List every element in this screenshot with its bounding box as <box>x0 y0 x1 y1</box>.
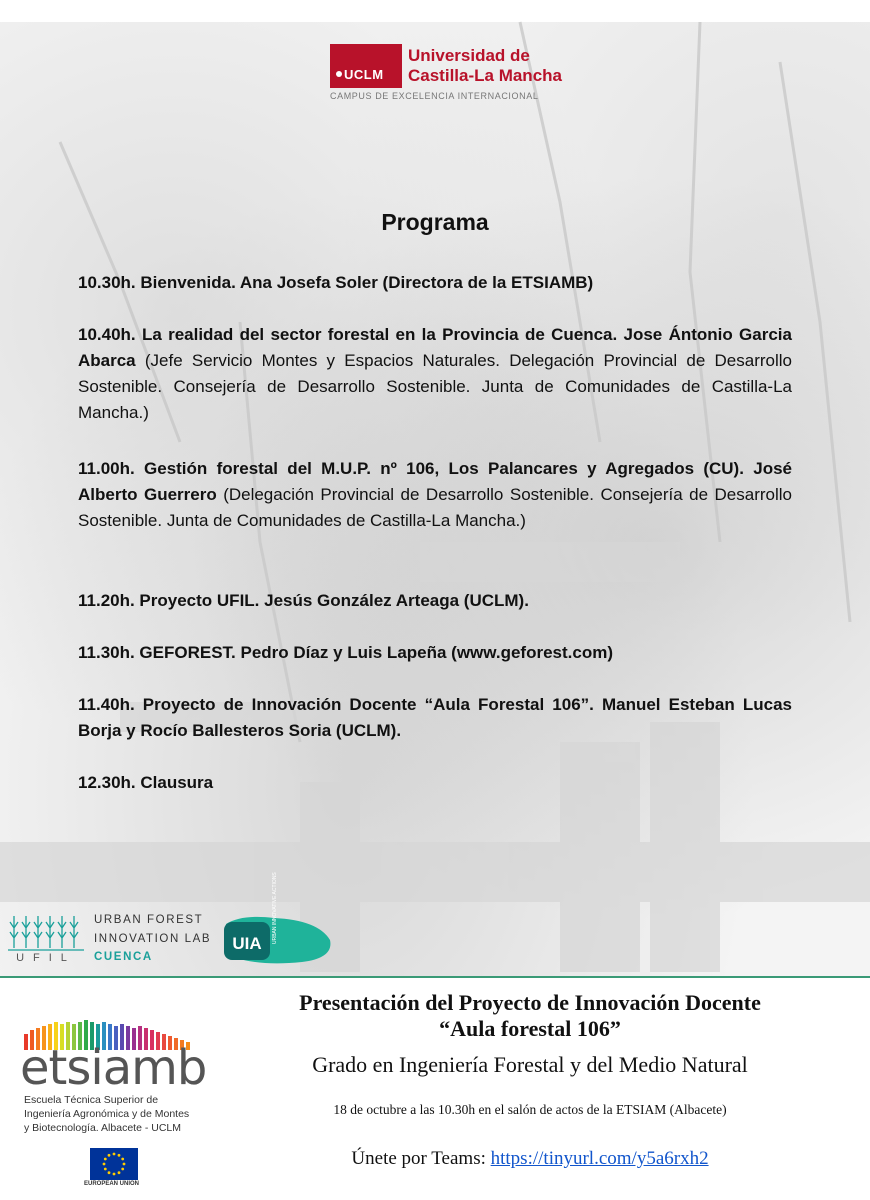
program-item-heading: 11.40h. Proyecto de Innovación Docente “Aula Forestal 106”. Manuel Esteban Lucas Borja y Rocío Ballesteros Soria (UCLM). <box>78 695 792 740</box>
program-item <box>78 270 792 296</box>
etsiamb-sub1: Escuela Técnica Superior de <box>24 1094 159 1106</box>
teams-label: Únete por Teams: <box>351 1148 491 1169</box>
uia-label: UIA <box>232 934 262 953</box>
teams-line <box>200 1148 860 1170</box>
uclm-logo-symbol <box>336 71 342 77</box>
eu-flag-icon <box>90 1148 138 1180</box>
program-item-heading: 11.00h. Gestión forestal del M.U.P. nº 106, Los Palancares y Agregados (CU). José Alberto Guerrero <box>78 459 792 504</box>
ufil-letters: UFIL <box>16 952 76 964</box>
project-name: “Aula forestal 106” <box>439 1016 621 1041</box>
uclm-logo-abbr: UCLM <box>344 67 384 82</box>
ufil-city: CUENCA <box>94 951 153 963</box>
program-item-heading: 10.30h. Bienvenida. Ana Josefa Soler (Directora de la ETSIAMB) <box>78 273 594 292</box>
uia-subtitle: URBAN INNOVATIVE ACTIONS <box>272 872 278 944</box>
program-item <box>78 322 792 426</box>
program-item-details: (Jefe Servicio Montes y Espacios Naturales. Delegación Provincial de Desarrollo Sostenible. Consejería de Desarrollo Sostenible. Junta de Comunidades de Castilla-La Mancha.) <box>78 351 792 422</box>
program-item <box>78 456 792 534</box>
program-item-heading: 10.40h. La realidad del sector forestal en la Provincia de Cuenca. Jose Ántonio Garcia Abarca <box>78 325 792 370</box>
ufil-line2: INNOVATION LAB <box>94 933 212 945</box>
program-item-details: (Delegación Provincial de Desarrollo Sostenible. Consejería de Desarrollo Sostenible. Junta de Comunidades de Castilla-La Mancha.) <box>78 485 792 530</box>
program-item-heading: 11.20h. Proyecto UFIL. Jesús González Arteaga (UCLM). <box>78 591 529 610</box>
degree-name: Grado en Ingeniería Forestal y del Medio Natural <box>312 1052 748 1077</box>
uia-logo <box>222 872 334 966</box>
campus-tagline: CAMPUS DE EXCELENCIA INTERNACIONAL <box>330 91 539 101</box>
teams-link[interactable]: https://tinyurl.com/y5a6rxh2 <box>490 1148 709 1169</box>
etsiamb-wordmark: etsiamb <box>20 1040 207 1096</box>
section-divider <box>0 976 870 978</box>
program-title: Programa <box>381 209 489 235</box>
university-name-line1: Universidad de <box>408 46 530 65</box>
program-item <box>78 588 792 614</box>
eu-label: EUROPEAN UNION <box>84 1181 140 1187</box>
program-item <box>78 770 792 796</box>
uclm-logo-box <box>330 44 402 88</box>
ufil-line1: URBAN FOREST <box>94 914 204 926</box>
program-item-heading: 12.30h. Clausura <box>78 773 214 792</box>
university-name-line2: Castilla-La Mancha <box>408 66 562 85</box>
program-item <box>78 692 792 744</box>
etsiamb-sub3: y Biotecnología. Albacete - UCLM <box>24 1122 181 1134</box>
event-date: 18 de octubre a las 10.30h en el salón de actos de la ETSIAM (Albacete) <box>333 1102 727 1117</box>
program-item-heading: 11.30h. GEFOREST. Pedro Díaz y Luis Lapeña (www.geforest.com) <box>78 643 614 662</box>
etsiamb-sub2: Ingeniería Agronómica y de Montes <box>24 1108 190 1120</box>
eu-stars-icon <box>90 1148 138 1180</box>
program-item <box>78 640 792 666</box>
presentation-title: Presentación del Proyecto de Innovación Docente <box>299 990 761 1015</box>
ufil-trees-icon <box>8 912 84 962</box>
